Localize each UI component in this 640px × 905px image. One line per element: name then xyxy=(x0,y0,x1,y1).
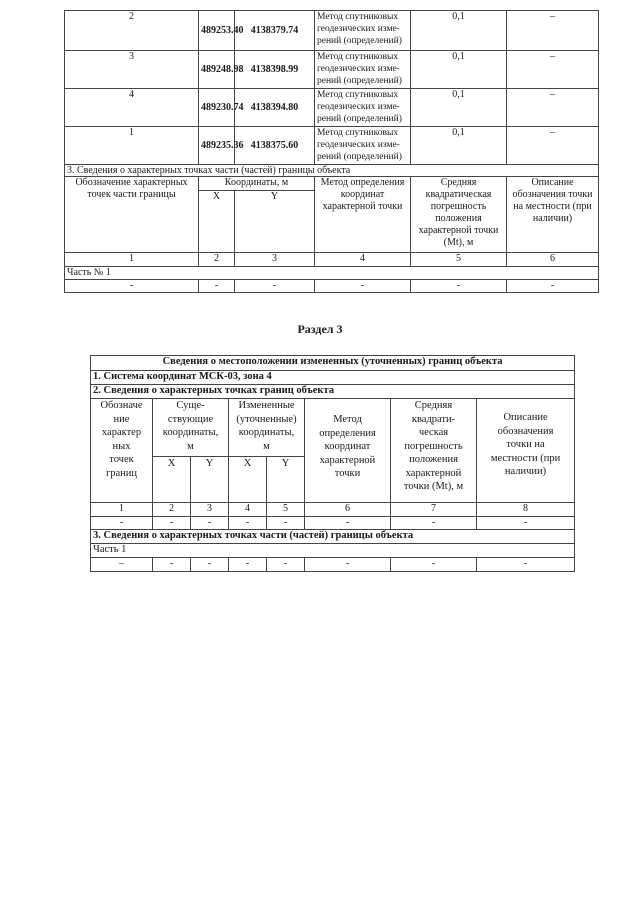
section2-row xyxy=(91,385,575,399)
y-changed-header: Y xyxy=(267,457,305,503)
method-header: Метод определения координат характерной точки xyxy=(315,177,411,253)
coord-y: 4138394.80 xyxy=(235,89,315,127)
top-table xyxy=(64,10,599,293)
y-existing-header: Y xyxy=(191,457,229,503)
section-title: Раздел 3 xyxy=(297,322,343,336)
coord-y: 4138375.60 xyxy=(235,127,315,165)
desc-header: Описание обозначения точки на местности (при наличии) xyxy=(507,177,599,253)
part-label: Часть № 1 xyxy=(65,267,599,280)
mt-value: 0,1 xyxy=(411,11,507,51)
coord-y: 4138398.99 xyxy=(235,51,315,89)
header-row xyxy=(65,177,599,191)
point-row xyxy=(65,11,599,51)
section2-title: 2. Сведения о характерных точках границ объекта xyxy=(91,385,575,399)
part-row xyxy=(65,267,599,280)
point-row: 3 489248.98 4138398.99 Метод спутниковых геодезических изме- рений (определений) 0,1 – xyxy=(65,51,599,89)
coord-y: 4138379.74 xyxy=(235,11,315,51)
point-row: 4 489230.74 4138394.80 Метод спутниковых геодезических изме- рений (определений) 0,1 – xyxy=(65,89,599,127)
section3-title: 3. Сведения о характерных точках части (частей) границы объекта xyxy=(65,165,599,177)
changed-coords-header: Измененные (уточненные) координаты, м xyxy=(229,399,305,457)
x-changed-header: X xyxy=(229,457,267,503)
coord-system: 1. Система координат МСК-03, зона 4 xyxy=(91,371,575,385)
bottom-table xyxy=(90,355,575,572)
title-row xyxy=(91,356,575,371)
y-header: Y xyxy=(235,191,315,253)
coord-x: 489230.74 xyxy=(199,89,235,127)
mt-header: Средняя квадрати- ческая погрешность положения характерной точки (Mt), м xyxy=(391,399,477,503)
desc-header: Описание обозначения точки на местности (при наличии) xyxy=(477,399,575,503)
dash-row: - - - - - - - - xyxy=(91,517,575,530)
coord-x: 489248.98 xyxy=(199,51,235,89)
table-title: Сведения о местоположении измененных (уточненных) границ объекта xyxy=(91,356,575,371)
existing-coords-header: Суще- ствующие координаты, м xyxy=(153,399,229,457)
part-label: Часть 1 xyxy=(91,544,575,558)
part-row xyxy=(91,544,575,558)
column-numbers-row: 1 2 3 4 5 6 7 8 xyxy=(91,503,575,517)
desc-value: – xyxy=(507,11,599,51)
method-header: Метод определения координат характерной точки xyxy=(305,399,391,503)
dash-row: - - - - - - xyxy=(65,280,599,293)
coord-x: 489235.36 xyxy=(199,127,235,165)
x-header: X xyxy=(199,191,235,253)
designation-header: Обозначе ние характер ных точек границ xyxy=(91,399,153,503)
coord-x: 489253.40 xyxy=(199,11,235,51)
section3-title-row xyxy=(65,165,599,177)
method-cell: Метод спутниковых геодезических изме- рений (определений) xyxy=(315,11,411,51)
point-number: 2 xyxy=(65,11,199,51)
column-numbers-row: 1 2 3 4 5 6 xyxy=(65,253,599,267)
coords-header: Координаты, м xyxy=(199,177,315,191)
dash-row: – - - - - - - - xyxy=(91,558,575,572)
point-row: 1 489235.36 4138375.60 Метод спутниковых геодезических изме- рений (определений) 0,1 – xyxy=(65,127,599,165)
section3-title: 3. Сведения о характерных точках части (частей) границы объекта xyxy=(91,530,575,544)
coord-system-row xyxy=(91,371,575,385)
x-existing-header: X xyxy=(153,457,191,503)
mt-header: Средняя квадратическая погрешность положения характерной точки (Mt), м xyxy=(411,177,507,253)
section3-row xyxy=(91,530,575,544)
designation-header: Обозначение характерных точек части границы xyxy=(65,177,199,253)
